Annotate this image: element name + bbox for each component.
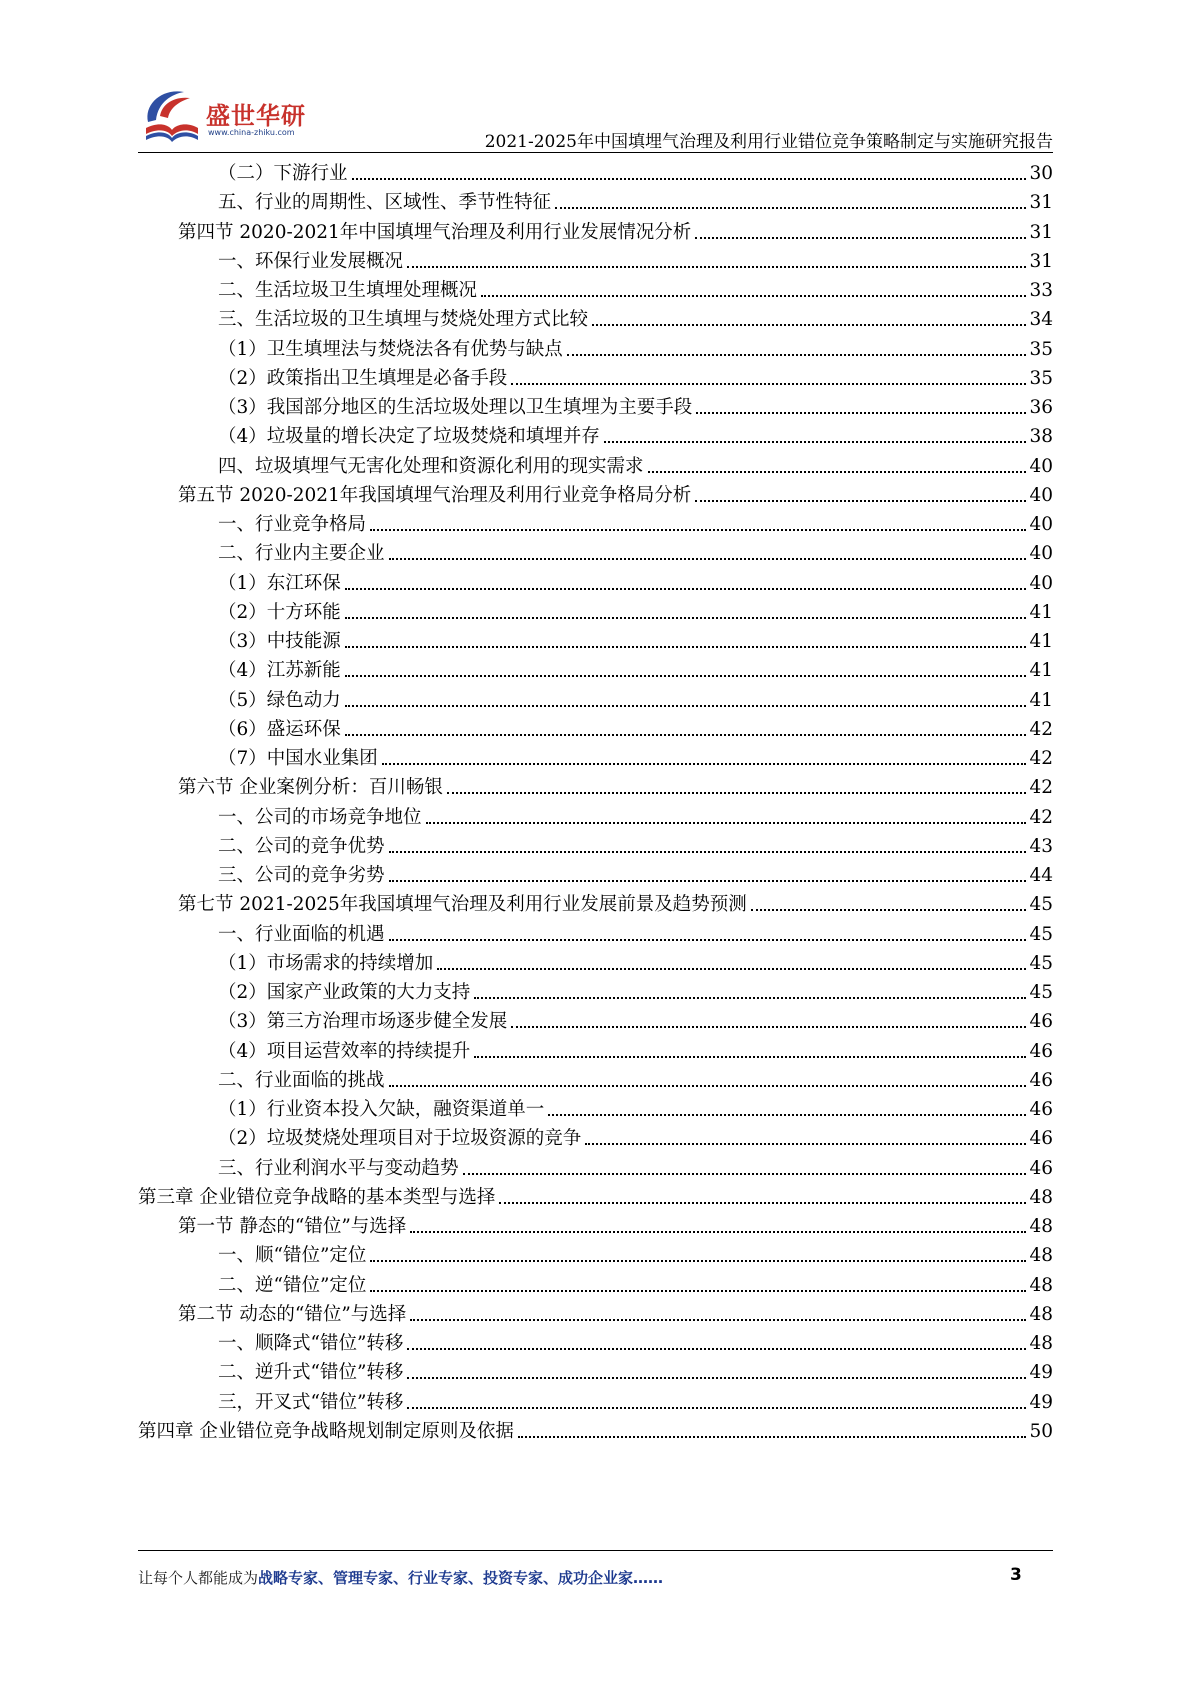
- toc-entry[interactable]: [218, 800, 1053, 830]
- toc-entry-title: （2）政策指出卫生填埋是必备手段: [218, 367, 508, 389]
- toc-entry[interactable]: [178, 215, 1053, 245]
- company-logo: [138, 82, 318, 148]
- toc-entry-page: 48: [1029, 1303, 1053, 1325]
- toc-entry[interactable]: [218, 185, 1053, 215]
- toc-entry[interactable]: [218, 741, 1053, 771]
- toc-entry-title: 五、行业的周期性、区域性、季节性特征: [218, 192, 552, 214]
- toc-entry[interactable]: [218, 1151, 1053, 1181]
- toc-entry-title: （2）国家产业政策的大力支持: [218, 982, 471, 1003]
- footer-slogan: [138, 1567, 663, 1588]
- toc-entry[interactable]: [218, 332, 1053, 362]
- toc-leader-dots: [499, 1202, 1026, 1204]
- toc-entry-page: 43: [1029, 835, 1053, 857]
- toc-entry-title: 三，开叉式“错位”转移: [218, 1391, 404, 1413]
- toc-entry[interactable]: [218, 712, 1053, 742]
- toc-entry-page: 42: [1029, 806, 1053, 828]
- toc-entry-page: 34: [1029, 309, 1053, 331]
- toc-entry[interactable]: [218, 1121, 1053, 1151]
- toc-entry-title: （6）盛运环保: [218, 718, 341, 740]
- toc-entry-title: 二、行业内主要企业: [218, 543, 385, 565]
- toc-leader-dots: [548, 1114, 1026, 1116]
- toc-entry-title: 第三章 企业错位竞争战略的基本类型与选择: [138, 1186, 496, 1208]
- toc-entry-title: 一、顺降式“错位”转移: [218, 1333, 404, 1354]
- toc-entry[interactable]: [218, 1034, 1053, 1064]
- toc-entry-page: 31: [1029, 250, 1053, 272]
- toc-entry[interactable]: [218, 624, 1053, 654]
- toc-entry[interactable]: [218, 858, 1053, 888]
- toc-entry-title: 第七节 2021-2025年我国填埋气治理及利用行业发展前景及趋势预测: [178, 894, 747, 916]
- toc-leader-dots: [407, 1377, 1026, 1379]
- toc-entry[interactable]: [218, 653, 1053, 683]
- toc-entry[interactable]: [218, 1355, 1053, 1385]
- toc-entry[interactable]: [218, 829, 1053, 859]
- toc-leader-dots: [407, 1407, 1026, 1409]
- toc-entry-page: 41: [1029, 660, 1053, 682]
- toc-leader-dots: [370, 529, 1026, 531]
- toc-entry-title: 一、行业竞争格局: [218, 514, 367, 535]
- toc-entry-page: 48: [1029, 1186, 1053, 1208]
- report-title: 2021-2025年中国填埋气治理及利用行业错位竞争策略制定与实施研究报告: [484, 132, 1053, 152]
- toc-entry[interactable]: [218, 273, 1053, 303]
- toc-entry[interactable]: [178, 1297, 1053, 1327]
- toc-entry-page: 41: [1029, 601, 1053, 623]
- toc-entry-title: 二、生活垃圾卫生填埋处理概况: [218, 280, 478, 301]
- toc-entry[interactable]: [178, 1209, 1053, 1239]
- toc-entry-page: 45: [1029, 982, 1053, 1003]
- toc-entry[interactable]: [218, 244, 1053, 274]
- toc-entry-page: 45: [1029, 894, 1053, 916]
- toc-entry-page: 45: [1029, 923, 1053, 945]
- toc-leader-dots: [410, 1231, 1026, 1233]
- toc-entry-page: 41: [1029, 631, 1053, 652]
- toc-entry[interactable]: [178, 478, 1053, 508]
- toc-entry-title: （3）中技能源: [218, 631, 341, 652]
- toc-entry-title: 三、生活垃圾的卫生填埋与焚烧处理方式比较: [218, 309, 589, 331]
- toc-leader-dots: [555, 207, 1026, 209]
- toc-entry-title: （4）江苏新能: [218, 660, 341, 682]
- toc-entry-page: 36: [1029, 397, 1053, 418]
- toc-entry-page: 46: [1029, 1157, 1053, 1179]
- toc-entry[interactable]: [218, 975, 1053, 1005]
- toc-entry-page: 50: [1029, 1420, 1053, 1442]
- toc-leader-dots: [592, 324, 1026, 326]
- logo-url: www.china-zhiku.com: [208, 128, 295, 137]
- toc-entry-title: （4）项目运营效率的持续提升: [218, 1040, 471, 1062]
- toc-entry-page: 40: [1029, 572, 1053, 594]
- toc-leader-dots: [695, 500, 1026, 502]
- footer-slogan-highlight: 战略专家、管理专家、行业专家、投资专家、成功企业家……: [258, 1569, 664, 1587]
- toc-entry[interactable]: [218, 946, 1053, 976]
- toc-entry[interactable]: [218, 1268, 1053, 1298]
- toc-leader-dots: [481, 295, 1026, 297]
- toc-entry[interactable]: [218, 595, 1053, 625]
- toc-leader-dots: [345, 705, 1027, 707]
- toc-entry-page: 46: [1029, 1069, 1053, 1091]
- toc-entry[interactable]: [218, 449, 1053, 479]
- toc-entry-title: 二、公司的竞争优势: [218, 835, 385, 857]
- logo-name: 盛世华研: [206, 102, 306, 130]
- toc-leader-dots: [437, 968, 1026, 970]
- page-number: 3: [1010, 1565, 1022, 1585]
- toc-entry-title: 第二节 动态的“错位”与选择: [178, 1303, 407, 1325]
- toc-leader-dots: [696, 412, 1026, 414]
- book-swirl-logo-icon: [138, 82, 202, 146]
- toc-entry-page: 35: [1029, 338, 1053, 360]
- toc-leader-dots: [345, 646, 1027, 648]
- toc-entry-page: 42: [1029, 748, 1053, 769]
- toc-entry-page: 35: [1029, 367, 1053, 389]
- toc-entry-page: 46: [1029, 1128, 1053, 1150]
- toc-leader-dots: [474, 1056, 1026, 1058]
- toc-entry-page: 46: [1029, 1011, 1053, 1033]
- toc-entry[interactable]: [218, 1385, 1053, 1415]
- toc-entry-title: （3）第三方治理市场逐步健全发展: [218, 1011, 508, 1033]
- toc-leader-dots: [345, 617, 1027, 619]
- toc-leader-dots: [345, 675, 1027, 677]
- toc-entry[interactable]: [218, 390, 1053, 420]
- toc-leader-dots: [518, 1436, 1027, 1438]
- toc-leader-dots: [463, 1173, 1027, 1175]
- toc-entry-title: 二、逆“错位”定位: [218, 1274, 367, 1296]
- toc-entry-title: 一、环保行业发展概况: [218, 250, 404, 272]
- toc-entry-page: 49: [1029, 1362, 1053, 1384]
- toc-entry-title: （3）我国部分地区的生活垃圾处理以卫生填埋为主要手段: [218, 397, 693, 418]
- toc-entry-title: 第四节 2020-2021年中国填埋气治理及利用行业发展情况分析: [178, 221, 692, 243]
- toc-leader-dots: [474, 997, 1026, 999]
- toc-entry[interactable]: [218, 361, 1053, 391]
- toc-leader-dots: [407, 266, 1026, 268]
- toc-entry-page: 42: [1029, 718, 1053, 740]
- toc-leader-dots: [410, 1319, 1026, 1321]
- toc-entry[interactable]: [218, 917, 1053, 947]
- toc-entry-page: 48: [1029, 1216, 1053, 1237]
- toc-leader-dots: [426, 822, 1027, 824]
- toc-leader-dots: [345, 734, 1027, 736]
- toc-entry-page: 40: [1029, 514, 1053, 535]
- toc-entry-page: 38: [1029, 426, 1053, 448]
- toc-entry[interactable]: [178, 770, 1053, 800]
- toc-entry-title: 一、行业面临的机遇: [218, 923, 385, 945]
- toc-entry[interactable]: [178, 887, 1053, 917]
- toc-entry[interactable]: [218, 156, 1053, 186]
- toc-leader-dots: [407, 1348, 1026, 1350]
- toc-entry-title: 二、行业面临的挑战: [218, 1069, 385, 1091]
- toc-leader-dots: [604, 441, 1027, 443]
- toc-entry-title: （4）垃圾量的增长决定了垃圾焚烧和填埋并存: [218, 426, 600, 448]
- toc-entry-page: 30: [1029, 163, 1053, 184]
- toc-leader-dots: [389, 851, 1027, 853]
- toc-entry[interactable]: [218, 683, 1053, 713]
- toc-entry-title: （1）东江环保: [218, 572, 341, 594]
- toc-entry-title: （2）垃圾焚烧处理项目对于垃圾资源的竞争: [218, 1128, 582, 1150]
- toc-entry-title: 一、顺“错位”定位: [218, 1245, 367, 1267]
- toc-entry-title: 第一节 静态的“错位”与选择: [178, 1216, 407, 1237]
- toc-leader-dots: [648, 471, 1027, 473]
- toc-leader-dots: [695, 237, 1026, 239]
- toc-leader-dots: [511, 1026, 1026, 1028]
- toc-leader-dots: [751, 909, 1027, 911]
- toc-entry-title: （7）中国水业集团: [218, 748, 378, 769]
- toc-entry-title: 二、逆升式“错位”转移: [218, 1362, 404, 1384]
- toc-entry-page: 40: [1029, 543, 1053, 565]
- toc-leader-dots: [389, 1085, 1027, 1087]
- toc-entry-title: （5）绿色动力: [218, 689, 341, 711]
- toc-entry-page: 42: [1029, 777, 1053, 799]
- toc-leader-dots: [585, 1143, 1026, 1145]
- toc-entry[interactable]: [218, 1063, 1053, 1093]
- toc-entry-title: （2）十方环能: [218, 601, 341, 623]
- toc-leader-dots: [447, 792, 1027, 794]
- toc-entry[interactable]: [218, 1326, 1053, 1356]
- toc-entry-title: 第六节 企业案例分析：百川畅银: [178, 777, 443, 799]
- toc-leader-dots: [382, 763, 1027, 765]
- toc-leader-dots: [370, 1260, 1026, 1262]
- toc-entry-title: （二）下游行业: [218, 163, 348, 184]
- toc-leader-dots: [345, 588, 1027, 590]
- toc-entry-page: 40: [1029, 455, 1053, 477]
- toc-leader-dots: [389, 558, 1027, 560]
- toc-entry[interactable]: [218, 1004, 1053, 1034]
- toc-entry-title: （1）市场需求的持续增加: [218, 952, 434, 974]
- footer-divider: [138, 1550, 1053, 1551]
- toc-leader-dots: [389, 880, 1027, 882]
- toc-entry-page: 48: [1029, 1333, 1053, 1354]
- toc-leader-dots: [370, 1290, 1026, 1292]
- toc-entry-page: 45: [1029, 952, 1053, 974]
- toc-leader-dots: [567, 354, 1027, 356]
- toc-entry[interactable]: [138, 1180, 1053, 1210]
- toc-leader-dots: [352, 178, 1027, 180]
- toc-entry-title: 第四章 企业错位竞争战略规划制定原则及依据: [138, 1420, 514, 1442]
- footer-slogan-lead: 让每个人都能成为: [138, 1569, 259, 1587]
- toc-entry[interactable]: [218, 507, 1053, 537]
- toc-entry-page: 44: [1029, 865, 1053, 886]
- toc-entry[interactable]: [218, 536, 1053, 566]
- toc-entry[interactable]: [218, 566, 1053, 596]
- toc-entry[interactable]: [218, 1238, 1053, 1268]
- toc-entry[interactable]: [218, 419, 1053, 449]
- page-header: [0, 0, 1191, 155]
- toc-entry-title: （1）卫生填埋法与焚烧法各有优势与缺点: [218, 338, 563, 360]
- toc-entry-page: 40: [1029, 484, 1053, 506]
- toc-entry-page: 46: [1029, 1099, 1053, 1120]
- toc-entry-page: 48: [1029, 1274, 1053, 1296]
- toc-leader-dots: [511, 383, 1026, 385]
- toc-leader-dots: [389, 939, 1027, 941]
- toc-entry-page: 31: [1029, 221, 1053, 243]
- toc-entry-page: 41: [1029, 689, 1053, 711]
- toc-entry-title: 三、行业利润水平与变动趋势: [218, 1157, 459, 1179]
- toc-entry-page: 49: [1029, 1391, 1053, 1413]
- toc-entry-title: 三、公司的竞争劣势: [218, 865, 385, 886]
- toc-entry-title: 四、垃圾填埋气无害化处理和资源化利用的现实需求: [218, 455, 644, 477]
- toc-entry-page: 33: [1029, 280, 1053, 301]
- toc-entry[interactable]: [218, 1092, 1053, 1122]
- toc-entry-page: 31: [1029, 192, 1053, 214]
- toc-entry-title: 一、公司的市场竞争地位: [218, 806, 422, 828]
- toc-entry-title: 第五节 2020-2021年我国填埋气治理及利用行业竞争格局分析: [178, 484, 692, 506]
- toc-entry[interactable]: [138, 1414, 1053, 1444]
- toc-entry-page: 48: [1029, 1245, 1053, 1267]
- header-divider: [138, 152, 1053, 153]
- toc-entry-title: （1）行业资本投入欠缺，融资渠道单一: [218, 1099, 545, 1120]
- toc-entry[interactable]: [218, 302, 1053, 332]
- toc-entry-page: 46: [1029, 1040, 1053, 1062]
